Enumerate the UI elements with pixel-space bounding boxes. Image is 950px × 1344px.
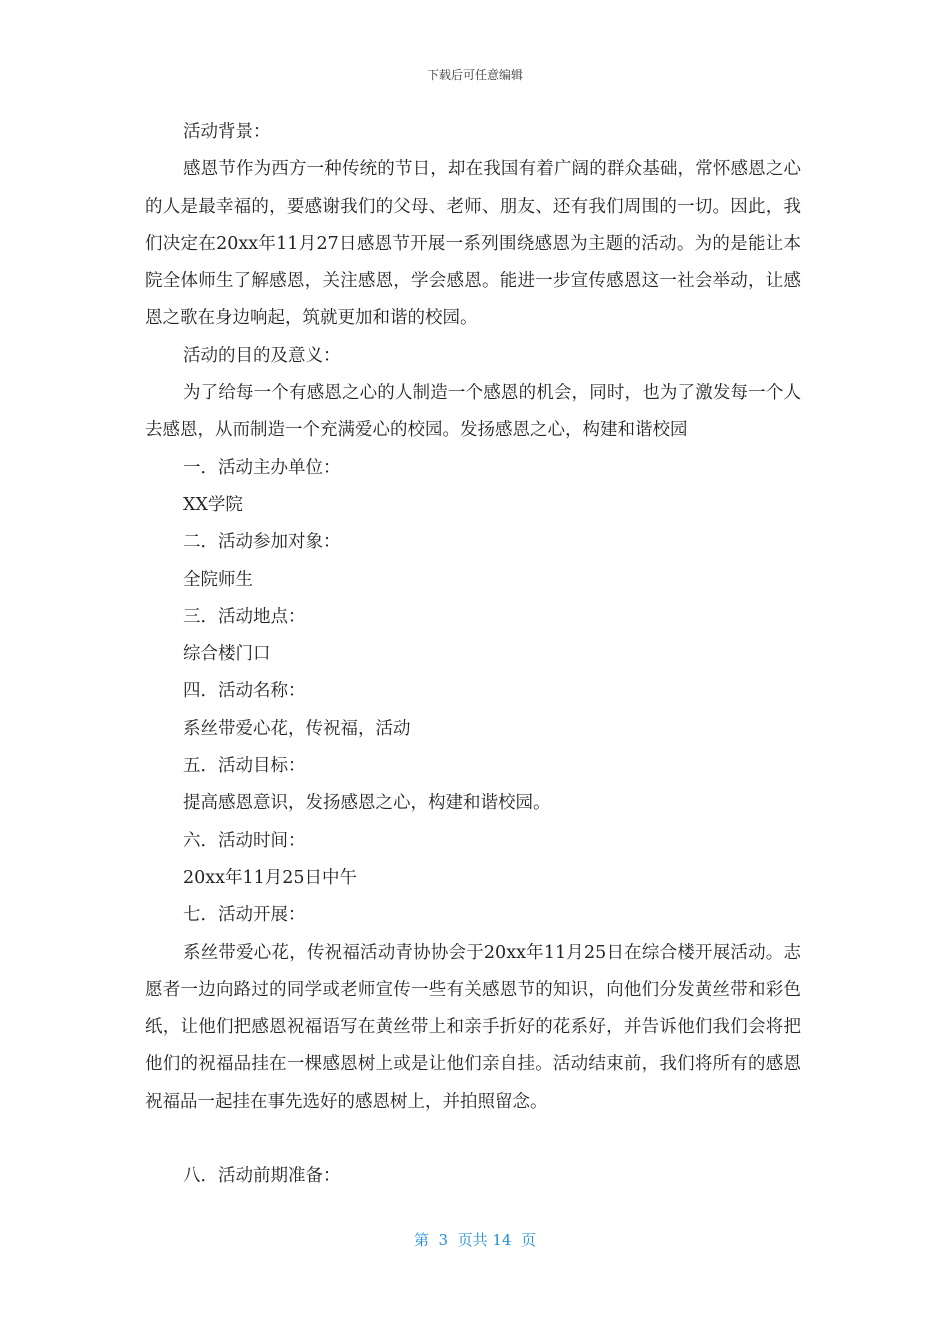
paragraph: 系丝带爱心花，传祝福，活动 <box>183 718 411 739</box>
paragraph: 综合楼门口 <box>183 644 271 665</box>
section-heading: 六．活动时间： <box>183 830 306 851</box>
document-body <box>145 114 801 1195</box>
paragraph: 为了给每一个有感恩之心的人制造一个感恩的机会，同时，也为了激发每一个人去感恩，从而制造一个充满爱心的校园。发扬感恩之心，构建和谐校园 <box>145 383 801 441</box>
section-heading: 二．活动参加对象： <box>183 532 341 553</box>
paragraph: XX学院 <box>183 494 243 515</box>
header-note: 下载后可任意编辑 <box>426 68 523 82</box>
paragraph: 活动背景： <box>183 122 271 142</box>
paragraph: 感恩节作为西方一种传统的节日，却在我国有着广阔的群众基础，常怀感恩之心的人是最幸福的，要感谢我们的父母、老师、朋友、还有我们周围的一切。因此，我们决定在20xx年11月27日感恩节开展一系列围绕感恩为主题的活动。为的是能让本院全体师生了解感恩，关注感恩，学会感恩。能进一步宣传感恩这一社会举动，让感恩之歌在身边响起，筑就更加和谐的校园。 <box>145 159 801 329</box>
paragraph: 系丝带爱心花，传祝福活动青协协会于20xx年11月25日在综合楼开展活动。志愿者一边向路过的同学或老师宣传一些有关感恩节的知识，向他们分发黄丝带和彩色纸，让他们把感恩祝福语写在黄丝带上和亲手折好的花系好，并告诉他们我们会将把他们的祝福品挂在一棵感恩树上或是让他们亲自挂。活动结束前，我们将所有的感恩祝福品一起挂在事先选好的感恩树上，并拍照留念。 <box>145 942 801 1112</box>
paragraph: 活动的目的及意义： <box>183 345 341 366</box>
section-heading: 一．活动主办单位： <box>183 457 341 478</box>
paragraph: 20xx年11月25日中午 <box>183 867 358 888</box>
paragraph: 提高感恩意识，发扬感恩之心，构建和谐校园。 <box>183 793 551 814</box>
section-heading: 七．活动开展： <box>183 905 306 926</box>
section-heading: 三．活动地点： <box>183 606 306 627</box>
paragraph: 全院师生 <box>183 569 253 590</box>
section-heading: 八．活动前期准备： <box>183 1166 341 1187</box>
page-number: 第 3 页共 14 页 <box>413 1231 536 1249</box>
section-heading: 四．活动名称： <box>183 681 306 702</box>
paragraph-gap <box>145 1121 801 1158</box>
section-heading: 五．活动目标： <box>183 756 306 777</box>
